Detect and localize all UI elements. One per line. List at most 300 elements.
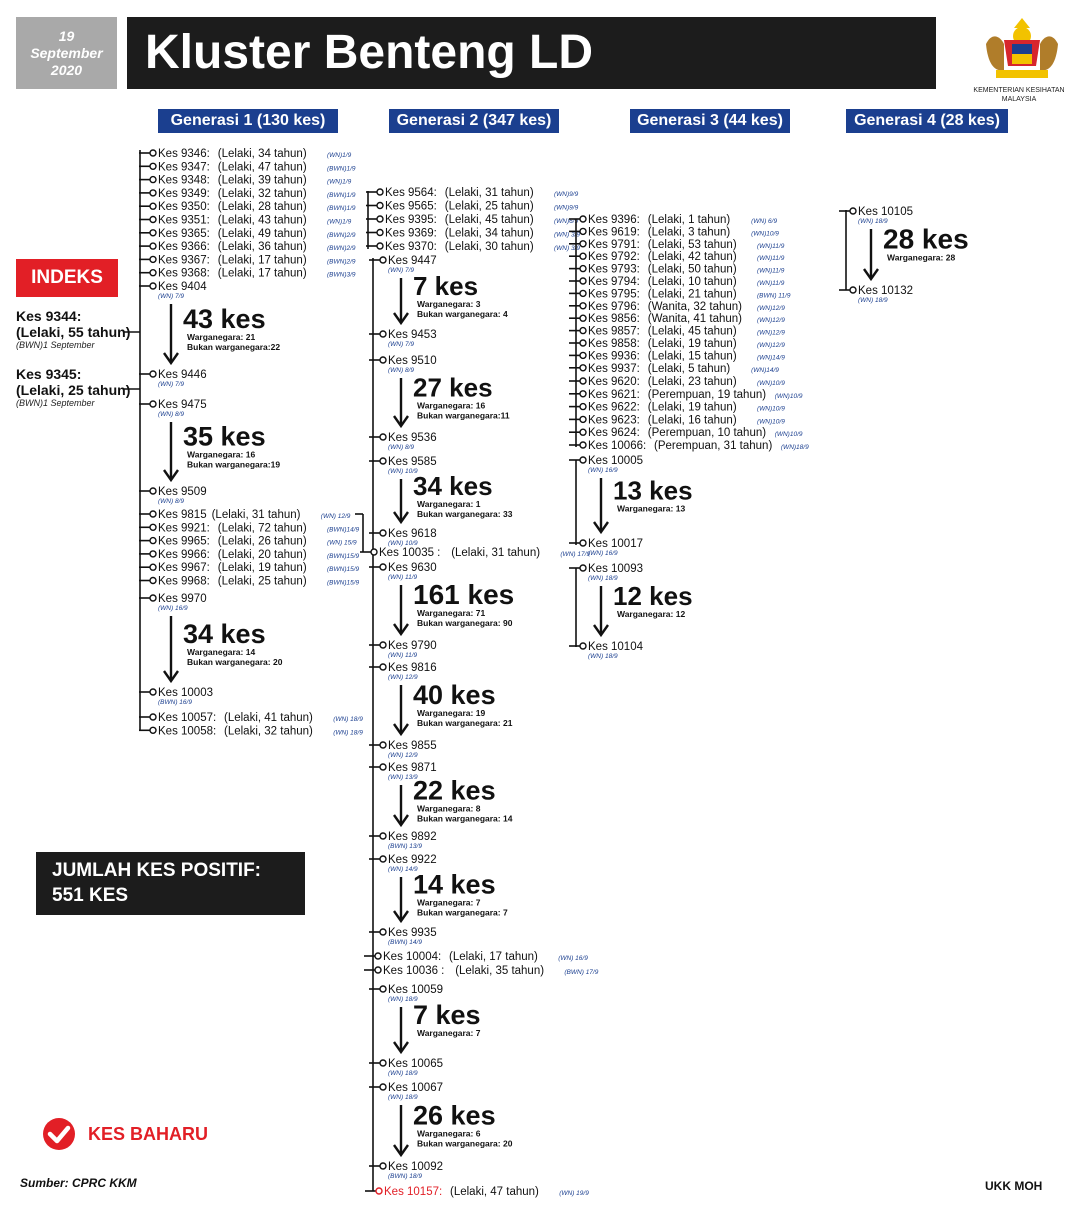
case-node <box>380 742 386 748</box>
case-info: (Lelaki, 35 tahun) <box>455 965 545 977</box>
case-id: Kes 9348: <box>158 174 210 187</box>
total-positive-box <box>36 852 305 915</box>
case-info: (Perempuan, 31 tahun) <box>654 440 773 452</box>
range-count: 43 kes <box>183 304 266 334</box>
case-node <box>371 549 377 555</box>
range-citizen: Warganegara: 1 <box>417 499 481 509</box>
case-node <box>150 203 156 209</box>
range-end-id: Kes 9453 <box>388 329 437 341</box>
case-node <box>580 340 586 346</box>
range-citizen: Warganegara: 8 <box>417 803 481 814</box>
range-end-id: Kes 10132 <box>858 285 913 297</box>
case-id: Kes 9365: <box>158 227 210 240</box>
case-node <box>380 257 386 263</box>
case-tag: (WN) 8/9 <box>158 411 184 418</box>
case-node <box>580 328 586 334</box>
case-info: (Lelaki, 17 tahun) <box>217 267 307 280</box>
range-citizen: Warganegara: 7 <box>417 897 481 908</box>
date-label: 19 September 2020 <box>16 17 117 89</box>
case-id: Kes 9370: <box>385 241 437 253</box>
case-tag: (BWN)1/9 <box>327 191 356 199</box>
case-node <box>580 228 586 234</box>
case-node <box>580 352 586 358</box>
case-node <box>377 203 383 209</box>
range-noncitizen: Bukan warganegara: 14 <box>417 813 513 824</box>
case-info: (Lelaki, 19 tahun) <box>217 562 307 575</box>
case-id: Kes 9623: <box>588 414 640 427</box>
case-tag: (WN)9/9 <box>554 204 579 212</box>
case-info: (Perempuan, 19 tahun) <box>647 388 767 401</box>
case-tag: (BWN)14/9 <box>327 526 360 534</box>
case-info: (Lelaki, 25 tahun) <box>217 575 307 588</box>
range-citizen: Warganegara: 19 <box>417 708 486 718</box>
case-info: (Lelaki, 3 tahun) <box>647 226 731 239</box>
case-node <box>150 243 156 249</box>
case-id: Kes 9619: <box>588 226 640 239</box>
index-case-info: (Lelaki, 55 tahun) <box>16 324 131 340</box>
case-tag: (WN)11/9 <box>757 255 785 263</box>
case-node <box>150 163 156 169</box>
range-citizen: Warganegara: 14 <box>187 647 256 657</box>
case-node <box>150 727 156 733</box>
case-id: Kes 9395: <box>385 214 437 226</box>
case-node <box>150 177 156 183</box>
case-node <box>580 565 586 571</box>
case-info: (Lelaki, 49 tahun) <box>217 227 307 240</box>
case-id: Kes 9368: <box>158 267 210 280</box>
case-tag: (BWN)2/9 <box>327 258 356 266</box>
range-end-id: Kes 9509 <box>158 486 207 498</box>
case-node <box>150 714 156 720</box>
case-info: (Lelaki, 30 tahun) <box>444 241 534 253</box>
range-count: 22 kes <box>413 775 496 806</box>
range-start-id: Kes 9816 <box>388 662 437 674</box>
case-tag: (WN) 18/9 <box>333 729 363 737</box>
case-info: (Lelaki, 31 tahun) <box>444 187 534 199</box>
case-node <box>580 365 586 371</box>
range-noncitizen: Bukan warganegara: 21 <box>417 718 513 728</box>
case-tag: (WN)10/9 <box>774 431 803 439</box>
case-tag: (WN)12/9 <box>757 329 785 337</box>
case-tag: (BWN) 16/9 <box>158 699 192 706</box>
case-node <box>580 315 586 321</box>
case-tag: (WN)1/9 <box>327 178 352 186</box>
case-info: (Lelaki, 36 tahun) <box>217 241 307 254</box>
range-count: 14 kes <box>413 869 496 900</box>
generation-3-header: Generasi 3 (44 kes) <box>630 109 790 133</box>
case-id: Kes 10036 : <box>383 965 445 977</box>
case-node <box>377 216 383 222</box>
range-citizen: Warganegara: 16 <box>417 400 486 411</box>
case-tag: (WN) 3/9 <box>554 231 580 239</box>
range-count: 40 kes <box>413 680 496 710</box>
case-tag: (WN)11/9 <box>757 267 785 275</box>
case-node <box>150 595 156 601</box>
case-info: (Lelaki, 1 tahun) <box>647 214 731 226</box>
case-tag: (WN) 8/9 <box>388 367 414 374</box>
case-tag: (BWN) 14/9 <box>388 939 422 946</box>
range-citizen: Warganegara: 12 <box>617 609 686 619</box>
case-node <box>150 564 156 570</box>
case-tag: (WN)11/9 <box>757 280 785 287</box>
case-info: (Lelaki, 17 tahun) <box>449 951 538 963</box>
range-count: 34 kes <box>183 619 266 649</box>
case-node <box>150 511 156 517</box>
case-tag: (BWN)1/9 <box>327 205 356 213</box>
index-case-info: (Lelaki, 25 tahun) <box>16 382 131 398</box>
case-info: (Lelaki, 15 tahun) <box>647 350 737 363</box>
case-id: Kes 9858: <box>588 338 640 350</box>
check-circle-icon <box>40 1117 78 1151</box>
case-info: (Lelaki, 19 tahun) <box>647 338 737 350</box>
case-tag: (WN) 16/9 <box>588 467 618 474</box>
case-id: Kes 10057: <box>158 712 217 724</box>
case-node <box>150 524 156 530</box>
case-id: Kes 9622: <box>588 401 640 414</box>
case-node <box>380 1084 386 1090</box>
case-info: (Lelaki, 26 tahun) <box>217 535 307 548</box>
case-tag: (WN)12/9 <box>757 342 785 349</box>
case-node <box>580 442 586 448</box>
range-noncitizen: Bukan warganegara:22 <box>187 342 281 352</box>
case-node <box>150 488 156 494</box>
case-info: (Lelaki, 5 tahun) <box>647 362 731 375</box>
range-end-id: Kes 10003 <box>158 687 213 699</box>
case-tag: (WN)10/9 <box>757 405 785 413</box>
range-citizen: Warganegara: 3 <box>417 299 481 309</box>
case-tag: (BWN)3/9 <box>327 271 356 279</box>
case-tag: (BWN)1/9 <box>327 165 356 173</box>
range-end-id: Kes 9935 <box>388 927 437 939</box>
case-tag: (WN) 19/9 <box>559 1190 589 1197</box>
case-tag: (WN) 8/9 <box>158 498 184 505</box>
case-tag: (WN) 16/9 <box>588 550 618 557</box>
range-count: 12 kes <box>613 581 693 611</box>
range-end-id: Kes 10017 <box>588 538 643 550</box>
range-citizen: Warganegara: 71 <box>417 608 486 618</box>
credit-note: UKK MOH <box>985 1179 1043 1193</box>
range-noncitizen: Bukan warganegara: 4 <box>417 309 508 319</box>
case-info: (Lelaki, 34 tahun) <box>217 148 307 160</box>
case-id: Kes 9967: <box>158 562 210 575</box>
range-count: 34 kes <box>413 471 493 501</box>
case-id: Kes 9347: <box>158 161 210 174</box>
case-node <box>380 664 386 670</box>
range-start-id: Kes 9871 <box>388 762 437 774</box>
case-info: (Lelaki, 23 tahun) <box>647 376 737 388</box>
range-noncitizen: Bukan warganegara: 7 <box>417 907 508 918</box>
case-node <box>375 953 381 959</box>
case-node <box>580 241 586 247</box>
case-node <box>580 303 586 309</box>
case-id: Kes 10035 : <box>379 547 441 559</box>
case-node <box>150 256 156 262</box>
case-info: (Lelaki, 31 tahun) <box>211 509 301 521</box>
case-node <box>580 290 586 296</box>
case-node <box>377 243 383 249</box>
range-end-id: Kes 9618 <box>388 528 437 540</box>
case-info: (Perempuan, 10 tahun) <box>647 427 767 440</box>
range-citizen: Warganegara: 7 <box>417 1028 481 1038</box>
case-id: Kes 9856: <box>588 313 640 326</box>
case-id: Kes 9966: <box>158 548 210 561</box>
case-node <box>150 230 156 236</box>
case-id: Kes 9792: <box>588 251 640 264</box>
case-id: Kes 10157: <box>384 1186 443 1198</box>
case-node <box>150 578 156 584</box>
case-id: Kes 9396: <box>588 214 640 226</box>
case-id: Kes 9350: <box>158 201 210 214</box>
case-id: Kes 9351: <box>158 214 210 227</box>
case-node <box>377 230 383 236</box>
case-tag: (WN) 17/9 <box>560 551 591 558</box>
case-info: (Lelaki, 19 tahun) <box>647 401 737 414</box>
range-start-id: Kes 9922 <box>388 854 437 866</box>
case-id: Kes 9564: <box>385 187 437 199</box>
page-title: Kluster Benteng LD <box>127 17 936 89</box>
case-tag: (WN) 18/9 <box>588 575 618 582</box>
case-node <box>150 190 156 196</box>
case-tag: (WN)18/9 <box>780 444 809 451</box>
index-case-date: (BWN)1 September <box>16 398 95 408</box>
range-start-id: Kes 10093 <box>588 563 643 575</box>
case-id: Kes 9791: <box>588 238 640 251</box>
case-node <box>375 967 381 973</box>
index-case-date: (BWN)1 September <box>16 340 95 350</box>
case-id: Kes 9815 <box>158 509 207 521</box>
range-start-id: Kes 9510 <box>388 355 437 367</box>
case-id: Kes 9937: <box>588 362 640 375</box>
range-start-id: Kes 9447 <box>388 255 437 267</box>
case-node <box>580 216 586 222</box>
range-noncitizen: Bukan warganegara: 20 <box>187 657 283 667</box>
case-info: (Lelaki, 20 tahun) <box>217 548 307 561</box>
case-info: (Lelaki, 53 tahun) <box>647 238 737 251</box>
case-node <box>150 401 156 407</box>
case-node <box>150 371 156 377</box>
case-info: (Wanita, 41 tahun) <box>647 313 742 326</box>
case-info: (Lelaki, 45 tahun) <box>444 214 534 226</box>
range-end-id: Kes 10092 <box>388 1161 443 1173</box>
case-tag: (BWN) 18/9 <box>388 1173 422 1180</box>
case-id: Kes 9367: <box>158 254 210 267</box>
case-tag: (WN)10/9 <box>757 418 785 426</box>
case-node <box>580 253 586 259</box>
case-info: (Lelaki, 45 tahun) <box>647 325 737 338</box>
case-tag: (WN)9/9 <box>554 191 579 198</box>
case-node <box>150 270 156 276</box>
case-id: Kes 9794: <box>588 276 640 288</box>
range-end-id: Kes 10104 <box>588 641 643 653</box>
range-citizen: Warganegara: 13 <box>617 503 686 514</box>
case-node <box>380 434 386 440</box>
case-id: Kes 9624: <box>588 427 640 440</box>
case-node <box>580 643 586 649</box>
case-tag: (WN)6/9 <box>554 218 579 225</box>
case-tag: (WN) 13/9 <box>388 774 418 781</box>
case-node <box>580 404 586 410</box>
case-node <box>850 287 856 293</box>
case-node <box>376 1188 382 1194</box>
case-tag: (WN) 14/9 <box>388 866 418 873</box>
case-node <box>580 416 586 422</box>
case-tag: (WN) 16/9 <box>158 605 188 612</box>
case-info: (Lelaki, 47 tahun) <box>450 1186 539 1198</box>
case-info: (Lelaki, 16 tahun) <box>647 414 737 427</box>
case-node <box>580 391 586 397</box>
total-label: JUMLAH KES POSITIF: <box>52 860 262 881</box>
case-tag: (WN) 18/9 <box>858 218 888 225</box>
case-id: Kes 10058: <box>158 725 217 738</box>
case-tag: (WN) 11/9 <box>388 652 418 659</box>
case-id: Kes 9965: <box>158 535 210 548</box>
case-node <box>150 689 156 695</box>
range-start-id: Kes 9404 <box>158 281 207 293</box>
case-tag: (WN) 3/9 <box>554 245 580 252</box>
range-start-id: Kes 10067 <box>388 1082 443 1094</box>
case-tag: (WN) 7/9 <box>388 267 414 274</box>
legend-new-cases <box>40 1117 208 1151</box>
case-info: (Lelaki, 72 tahun) <box>217 522 307 535</box>
case-tag: (BWN)15/9 <box>327 552 360 560</box>
case-id: Kes 9565: <box>385 200 437 213</box>
case-tag: (WN)11/9 <box>757 242 785 250</box>
range-noncitizen: Bukan warganegara:11 <box>417 410 510 421</box>
case-node <box>380 642 386 648</box>
case-info: (Lelaki, 50 tahun) <box>647 263 737 276</box>
case-tag: (WN) 16/9 <box>558 955 588 962</box>
case-tag: (BWN)2/9 <box>327 231 356 239</box>
range-end-id: Kes 9892 <box>388 831 437 843</box>
case-info: (Lelaki, 42 tahun) <box>647 251 737 264</box>
range-count: 28 kes <box>883 223 969 255</box>
case-tag: (WN)12/9 <box>757 304 785 312</box>
range-count: 7 kes <box>413 271 479 301</box>
range-start-id: Kes 9630 <box>388 562 437 574</box>
case-tag: (WN) 7/9 <box>158 293 184 300</box>
case-tag: (BWN) 17/9 <box>564 969 599 976</box>
case-tag: (WN) 12/9 <box>320 513 351 520</box>
range-citizen: Warganegara: 21 <box>187 332 256 342</box>
case-tag: (WN) 10/9 <box>388 540 418 547</box>
case-tag: (WN)10/9 <box>751 230 779 238</box>
case-tag: (BWN)15/9 <box>327 566 360 574</box>
range-count: 161 kes <box>413 579 515 610</box>
case-node <box>580 278 586 284</box>
range-count: 7 kes <box>413 1000 481 1030</box>
case-tag: (WN) 18/9 <box>388 1070 418 1077</box>
legend-new-cases-label: KES BAHARU <box>88 1123 209 1144</box>
case-node <box>380 564 386 570</box>
source-note: Sumber: CPRC KKM <box>20 1176 137 1190</box>
case-tag: (WN)12/9 <box>757 317 785 325</box>
range-start-id: Kes 9475 <box>158 399 207 411</box>
case-node <box>150 551 156 557</box>
case-id: Kes 9620: <box>588 376 640 388</box>
case-id: Kes 9346: <box>158 148 210 160</box>
range-noncitizen: Bukan warganegara: 20 <box>417 1138 513 1149</box>
range-citizen: Warganegara: 28 <box>887 252 956 263</box>
case-node <box>150 283 156 289</box>
case-node <box>580 457 586 463</box>
case-tag: (BWN) 13/9 <box>388 843 422 850</box>
range-end-id: Kes 9855 <box>388 740 437 752</box>
range-end-id: Kes 9536 <box>388 432 437 444</box>
range-start-id: Kes 10105 <box>858 206 913 218</box>
case-node <box>377 189 383 195</box>
case-id: Kes 9921: <box>158 522 210 535</box>
case-node <box>150 217 156 223</box>
case-tag: (WN) 18/9 <box>388 996 418 1003</box>
case-tag: (WN)14/9 <box>751 366 779 374</box>
case-tag: (WN) 12/9 <box>388 674 418 681</box>
case-id: Kes 9968: <box>158 575 210 588</box>
case-tag: (WN)1/9 <box>327 218 352 226</box>
range-noncitizen: Bukan warganegara: 33 <box>417 509 513 519</box>
range-count: 13 kes <box>613 475 693 506</box>
case-tag: (WN)1/9 <box>327 152 352 159</box>
index-case-id: Kes 9345: <box>16 366 82 382</box>
case-info: (Lelaki, 41 tahun) <box>224 712 313 724</box>
range-count: 27 kes <box>413 372 493 403</box>
generation-4-header: Generasi 4 (28 kes) <box>846 109 1008 133</box>
case-tag: (WN) 11/9 <box>388 574 418 581</box>
case-node <box>380 530 386 536</box>
case-info: (Lelaki, 32 tahun) <box>217 187 307 200</box>
case-tag: (WN) 15/9 <box>327 539 357 547</box>
range-end-id: Kes 9446 <box>158 369 207 381</box>
case-id: Kes 9366: <box>158 241 210 254</box>
case-id: Kes 9936: <box>588 350 640 363</box>
case-id: Kes 10066: <box>588 440 647 452</box>
case-tag: (WN) 7/9 <box>388 341 414 348</box>
case-info: (Lelaki, 17 tahun) <box>217 254 307 267</box>
case-id: Kes 9369: <box>385 227 437 240</box>
case-tag: (BWN) 11/9 <box>757 292 791 300</box>
case-node <box>580 266 586 272</box>
generation-2-header: Generasi 2 (347 kes) <box>389 109 559 133</box>
case-id: Kes 9796: <box>588 300 640 313</box>
case-node <box>380 357 386 363</box>
case-info: (Lelaki, 31 tahun) <box>451 547 541 559</box>
case-node <box>380 458 386 464</box>
case-info: (Lelaki, 39 tahun) <box>217 174 307 187</box>
case-info: (Lelaki, 43 tahun) <box>217 214 307 227</box>
case-id: Kes 9857: <box>588 325 640 338</box>
case-info: (Wanita, 32 tahun) <box>647 300 742 313</box>
case-tag: (WN) 18/9 <box>588 653 618 660</box>
case-node <box>150 538 156 544</box>
case-id: Kes 9349: <box>158 187 210 200</box>
range-count: 35 kes <box>183 421 266 452</box>
case-node <box>380 929 386 935</box>
case-tag: (BWN)15/9 <box>327 579 360 587</box>
range-noncitizen: Bukan warganegara: 90 <box>417 618 513 628</box>
generation-1-header: Generasi 1 (130 kes) <box>158 109 338 133</box>
case-tag: (WN) 18/9 <box>333 716 363 723</box>
case-info: (Lelaki, 34 tahun) <box>444 227 534 240</box>
range-start-id: Kes 9970 <box>158 593 207 605</box>
range-citizen: Warganegara: 16 <box>187 449 256 460</box>
case-tag: (WN) 6/9 <box>751 218 778 225</box>
case-tag: (WN)10/9 <box>774 392 803 400</box>
range-noncitizen: Bukan warganegara:19 <box>187 459 281 470</box>
case-id: Kes 10004: <box>383 951 442 963</box>
case-info: (Lelaki, 25 tahun) <box>444 200 534 213</box>
case-info: (Lelaki, 47 tahun) <box>217 161 307 174</box>
range-end-id: Kes 9790 <box>388 640 437 652</box>
case-tag: (BWN)2/9 <box>327 245 356 253</box>
